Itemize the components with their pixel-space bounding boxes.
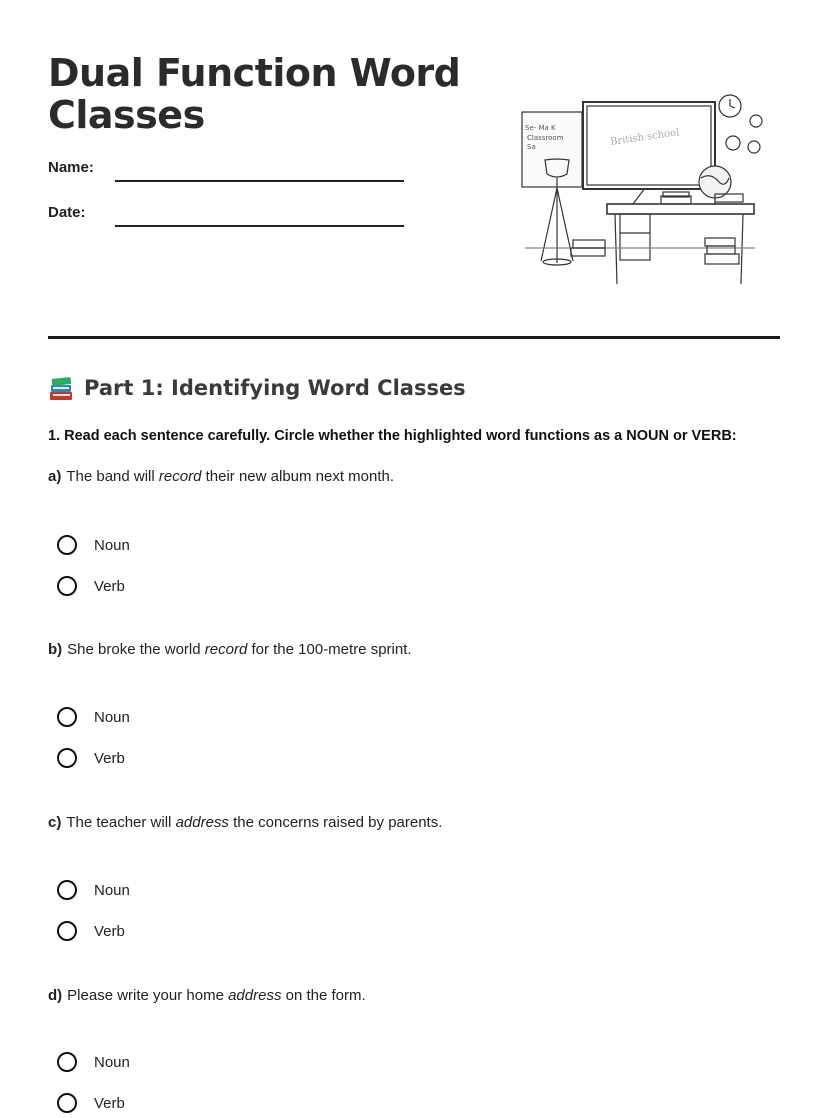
- svg-text:Sa: Sa: [527, 143, 536, 151]
- question-text-after: on the form.: [285, 987, 366, 1004]
- svg-text:British school: British school: [609, 127, 681, 148]
- option-noun-d[interactable]: [57, 1049, 130, 1075]
- option-verb-b[interactable]: [57, 745, 125, 771]
- highlighted-word: record: [158, 468, 202, 485]
- radio-circle-icon[interactable]: [57, 1093, 77, 1113]
- name-label: Name:: [48, 159, 94, 176]
- option-noun-b[interactable]: [57, 704, 130, 730]
- radio-circle-icon[interactable]: [57, 921, 77, 941]
- highlighted-word: address: [175, 814, 229, 831]
- classroom-illustration: [515, 88, 770, 293]
- option-label: Noun: [94, 536, 130, 554]
- radio-circle-icon[interactable]: [57, 576, 77, 596]
- question-text-before: The teacher will: [66, 814, 172, 831]
- question-d: [48, 987, 366, 1004]
- option-label: Noun: [94, 1053, 130, 1071]
- radio-circle-icon[interactable]: [57, 1052, 77, 1072]
- radio-circle-icon[interactable]: [57, 880, 77, 900]
- question-text-after: for the 100-metre sprint.: [251, 641, 412, 658]
- question-c: [48, 814, 442, 831]
- question-text-after: their new album next month.: [205, 468, 395, 485]
- section-title-text: Part 1: Identifying Word Classes: [84, 376, 466, 400]
- name-field[interactable]: [115, 180, 404, 182]
- option-noun-a[interactable]: [57, 532, 130, 558]
- highlighted-word: record: [204, 641, 248, 658]
- question-text-before: The band will: [66, 468, 155, 485]
- option-label: Verb: [94, 749, 125, 767]
- question-text-after: the concerns raised by parents.: [233, 814, 443, 831]
- page-title: Dual Function Word Classes: [48, 51, 461, 137]
- instruction-text: 1. Read each sentence carefully. Circle whether the highlighted word functions as a NOUN or VERB:: [48, 428, 737, 444]
- question-label: b): [48, 641, 63, 658]
- books-icon: [48, 374, 74, 402]
- question-b: [48, 641, 412, 658]
- question-text-before: Please write your home: [67, 987, 224, 1004]
- section-title: [48, 374, 466, 402]
- svg-text:Se- Ma K: Se- Ma K: [525, 124, 556, 132]
- option-label: Verb: [94, 1094, 125, 1112]
- highlighted-word: address: [228, 987, 282, 1004]
- question-label: c): [48, 814, 62, 831]
- option-label: Noun: [94, 881, 130, 899]
- radio-circle-icon[interactable]: [57, 707, 77, 727]
- question-text-before: She broke the world: [67, 641, 201, 658]
- option-verb-a[interactable]: [57, 573, 125, 599]
- question-label: a): [48, 468, 62, 485]
- question-label: d): [48, 987, 63, 1004]
- svg-text:Classroom: Classroom: [527, 134, 564, 142]
- option-label: Verb: [94, 922, 125, 940]
- date-label: Date:: [48, 204, 86, 221]
- section-divider: [48, 336, 780, 339]
- question-a: [48, 468, 394, 485]
- option-verb-d[interactable]: [57, 1090, 125, 1116]
- option-label: Verb: [94, 577, 125, 595]
- date-field[interactable]: [115, 225, 404, 227]
- radio-circle-icon[interactable]: [57, 535, 77, 555]
- option-label: Noun: [94, 708, 130, 726]
- option-noun-c[interactable]: [57, 877, 130, 903]
- option-verb-c[interactable]: [57, 918, 125, 944]
- radio-circle-icon[interactable]: [57, 748, 77, 768]
